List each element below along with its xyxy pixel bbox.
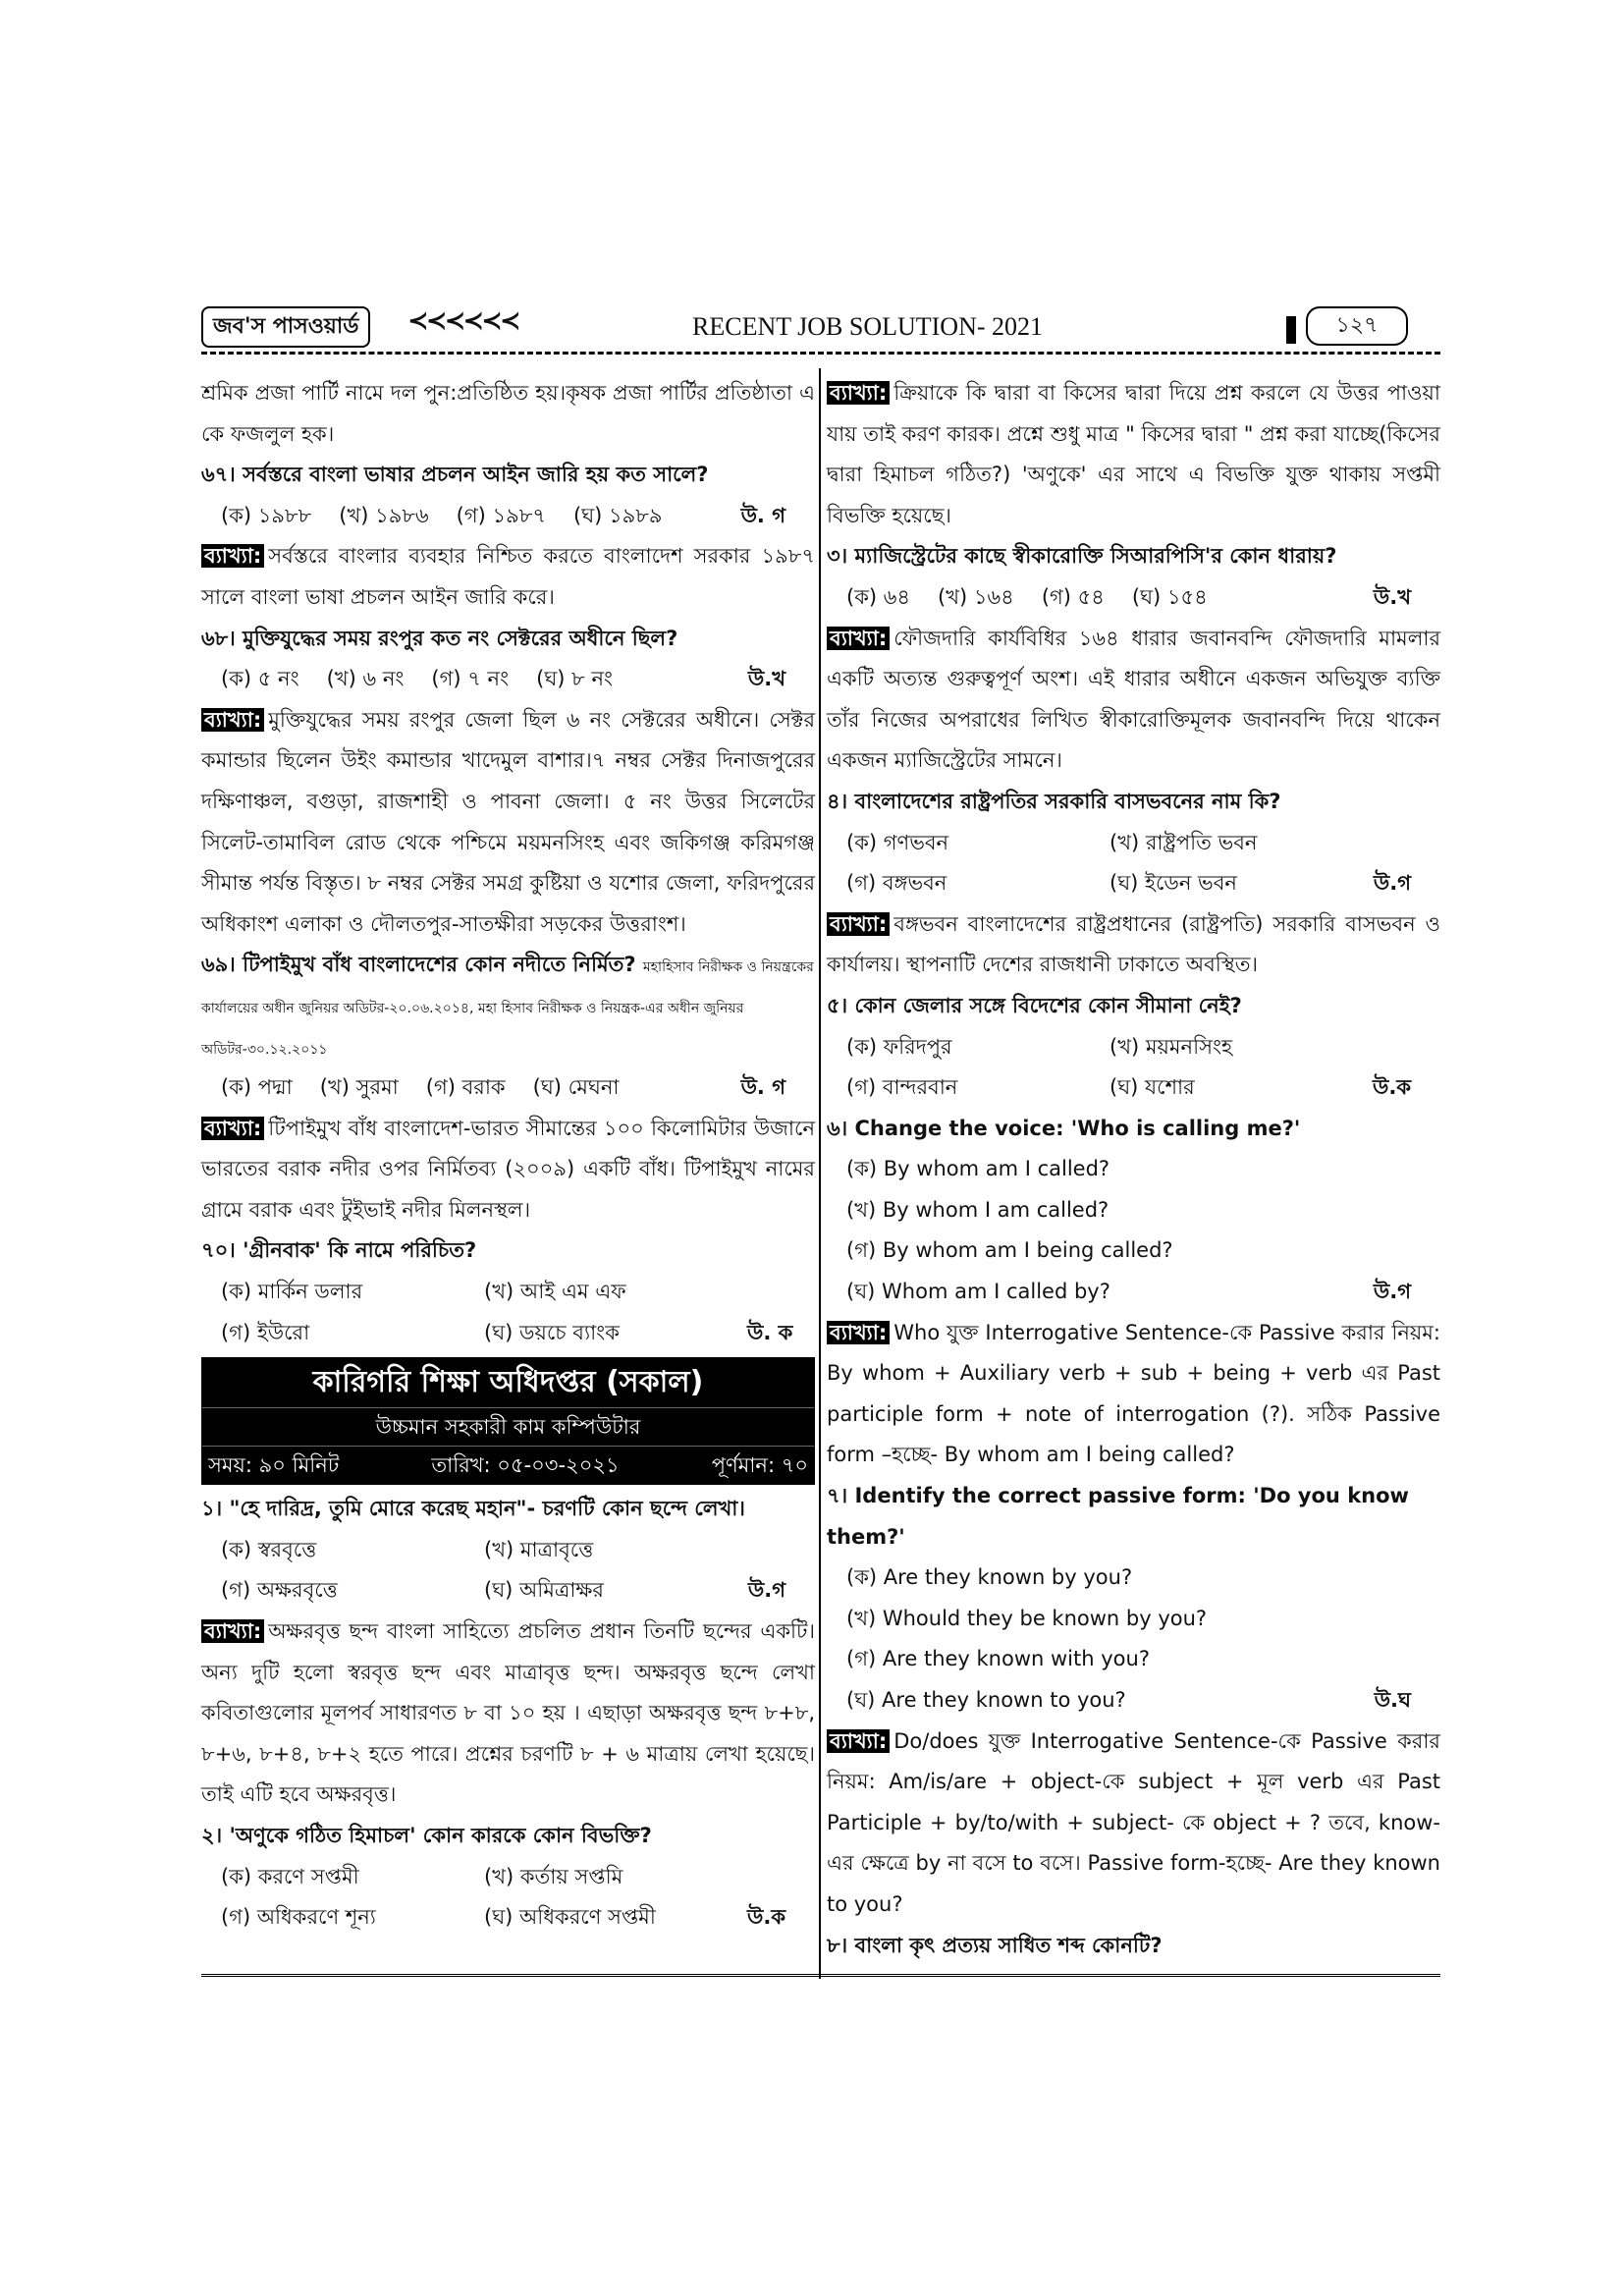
question-text: ২। 'অণুকে গঠিত হিমাচল' কোন কারকে কোন বিভক্তি? bbox=[201, 1824, 652, 1847]
option: (গ) অক্ষরবৃত্তে bbox=[221, 1578, 338, 1603]
answer: উ.গ bbox=[747, 1578, 785, 1603]
explanation-tag: ব্যাখ্যা: bbox=[201, 1619, 264, 1643]
options-row bbox=[827, 1149, 1440, 1190]
explanation bbox=[201, 1612, 815, 1816]
exam-title: কারিগরি শিক্ষা অধিদপ্তর (সকাল) bbox=[202, 1358, 814, 1408]
option: (খ) ময়মনসিংহ bbox=[1110, 1034, 1233, 1059]
options-row bbox=[201, 1272, 815, 1313]
option: (ক) স্বরবৃত্তে bbox=[221, 1537, 317, 1561]
brand-label: জব'স পাসওয়ার্ড bbox=[201, 306, 370, 348]
options-row bbox=[827, 1027, 1440, 1068]
options-row bbox=[827, 1558, 1440, 1599]
explanation-text: সর্বস্তরে বাংলার ব্যবহার নিশ্চিত করতে বাংলাদেশ সরকার ১৯৮৭ সালে বাংলা ভাষা প্রচলন আইন জারি করে। bbox=[201, 544, 815, 609]
options-row bbox=[201, 1313, 815, 1354]
explanation-text: বঙ্গভবন বাংলাদেশের রাষ্ট্রপ্রধানের (রাষ্ট্রপতি) সরকারি বাসভবন ও কার্যালয়। স্থাপনাটি দেশের রাজধানী ঢাকাতে অবস্থিত। bbox=[827, 911, 1440, 977]
option: (খ) ৬ নং bbox=[326, 667, 405, 691]
options-row bbox=[827, 577, 1440, 619]
right-column bbox=[827, 373, 1440, 1966]
answer: উ.ক bbox=[1373, 1075, 1412, 1100]
option: (গ) ৭ নং bbox=[431, 667, 510, 691]
decorative-ornament-icon: ≺≺≺≺≺≺ bbox=[407, 306, 518, 336]
option: (খ) ১৬৪ bbox=[938, 584, 1014, 609]
options-row bbox=[827, 823, 1440, 864]
exam-post: উচ্চমান সহকারী কাম কম্পিউটার bbox=[202, 1408, 814, 1447]
options-row bbox=[201, 1857, 815, 1898]
question bbox=[201, 1230, 815, 1272]
answer: উ. গ bbox=[740, 503, 785, 527]
question bbox=[201, 1489, 815, 1530]
explanation-text: Who যুক্ত Interrogative Sentence-কে Passive করার নিয়ম: By whom + Auxiliary verb + sub + being + verb এর Past participle form + note of interrogation (?). সঠিক Passive form –হচ্ছে- By whom am I being called? bbox=[827, 1320, 1440, 1467]
answer: উ.গ bbox=[1373, 871, 1411, 896]
explanation-tag: ব্যাখ্যা: bbox=[827, 627, 890, 650]
explanation-text: ফৌজদারি কার্যবিধির ১৬৪ ধারার জবানবন্দি ফৌজদারি মামলার একটি অত্যন্ত গুরুত্বপূর্ণ অংশ। এই ধারার অধীনে একজন অভিযুক্ত ব্যক্তি তাঁর নিজের অপরাধের লিখিত স্বীকারোক্তিমূলক জবানবন্দি দিয়ে থাকেন একজন ম্যাজিস্ট্রেটের সামনে। bbox=[827, 626, 1440, 773]
question bbox=[827, 1109, 1440, 1150]
options-row bbox=[201, 1570, 815, 1612]
option: (ক) গণভবন bbox=[846, 830, 949, 854]
question-text: ৭০। 'গ্রীনবাক' কি নামে পরিচিত? bbox=[201, 1238, 477, 1263]
answer: উ.খ bbox=[1373, 584, 1411, 609]
explanation-tag: ব্যাখ্যা: bbox=[201, 1117, 264, 1140]
options-row bbox=[827, 1272, 1440, 1313]
options-row bbox=[201, 1897, 815, 1939]
option: (ঘ) ডয়চে ব্যাংক bbox=[484, 1320, 620, 1344]
option: (ঘ) মেঘনা bbox=[532, 1075, 620, 1100]
option: (খ) আই এম এফ bbox=[484, 1280, 626, 1304]
question-text: ৬৭। সর্বস্তরে বাংলা ভাষার প্রচলন আইন জারি হয় কত সালে? bbox=[201, 463, 709, 487]
option: (খ) রাষ্ট্রপতি ভবন bbox=[1110, 830, 1258, 854]
exam-marks: পূর্ণমান: ৭০ bbox=[711, 1453, 808, 1478]
option: (খ) By whom I am called? bbox=[846, 1197, 1110, 1222]
options-row bbox=[827, 1680, 1440, 1722]
explanation-text: টিপাইমুখ বাঁধ বাংলাদেশ-ভারত সীমান্তের ১০০ কিলোমিটার উজানে ভারতের বরাক নদীর ওপর নির্মিতব্য (২০০৯) একটি বাঁধ। টিপাইমুখ নামের গ্রামে বরাক এবং টুইভাই নদীর মিলনস্থল। bbox=[201, 1116, 815, 1222]
question-text: ৬। Change the voice: 'Who is calling me?' bbox=[827, 1116, 1301, 1140]
explanation bbox=[201, 536, 815, 618]
explanation bbox=[827, 1313, 1440, 1476]
question bbox=[201, 945, 815, 1067]
question bbox=[827, 782, 1440, 823]
answer: উ.গ bbox=[1373, 1280, 1411, 1304]
option: (গ) বরাক bbox=[425, 1075, 506, 1100]
option: (ঘ) Whom am I called by? bbox=[846, 1280, 1110, 1304]
question bbox=[827, 1476, 1440, 1558]
option: (ক) পদ্মা bbox=[221, 1075, 293, 1100]
explanation-tag: ব্যাখ্যা: bbox=[201, 708, 264, 732]
option: (গ) ৫৪ bbox=[1041, 584, 1105, 609]
option: (গ) বঙ্গভবন bbox=[846, 871, 947, 896]
exam-date: তারিখ: ০৫-০৩-২০২১ bbox=[431, 1453, 620, 1478]
option: (ক) করণে সপ্তমী bbox=[221, 1864, 359, 1888]
answer: উ.ক bbox=[747, 1905, 786, 1930]
question-text: ৬৯। টিপাইমুখ বাঁধ বাংলাদেশের কোন নদীতে নির্মিত? bbox=[201, 953, 636, 977]
explanation bbox=[827, 904, 1440, 986]
question bbox=[827, 1926, 1440, 1967]
question bbox=[827, 986, 1440, 1027]
explanation bbox=[201, 700, 815, 946]
answer: উ.খ bbox=[747, 667, 785, 691]
option: (ঘ) ৮ নং bbox=[536, 667, 614, 691]
options-row bbox=[201, 659, 815, 700]
options-row bbox=[201, 1067, 815, 1109]
option: (ক) মার্কিন ডলার bbox=[221, 1280, 363, 1304]
option: (ক) By whom am I called? bbox=[846, 1157, 1110, 1181]
explanation-tag: ব্যাখ্যা: bbox=[827, 1321, 890, 1344]
option: (ঘ) যশোর bbox=[1110, 1075, 1195, 1100]
option: (খ) সুরমা bbox=[319, 1075, 399, 1100]
explanation bbox=[827, 619, 1440, 782]
exam-meta bbox=[202, 1447, 814, 1484]
explanation bbox=[827, 1722, 1440, 1926]
explanation-tag: ব্যাখ্যা: bbox=[827, 912, 890, 936]
paragraph: শ্রমিক প্রজা পার্টি নামে দল পুন:প্রতিষ্ঠিত হয়।কৃষক প্রজা পার্টির প্রতিষ্ঠাতা এ কে ফজলুল হক। bbox=[201, 381, 815, 446]
option: (খ) ১৯৮৬ bbox=[339, 503, 429, 527]
option: (গ) অধিকরণে শূন্য bbox=[221, 1905, 376, 1930]
question-text: ৭। Identify the correct passive form: 'Do you know them?' bbox=[827, 1484, 1409, 1549]
header-title: RECENT JOB SOLUTION- 2021 bbox=[692, 312, 1044, 341]
option: (ক) ৫ নং bbox=[221, 667, 299, 691]
explanation-text: Do/does যুক্ত Interrogative Sentence-কে Passive করার নিয়ম: Am/is/are + object-কে subject + মূল verb এর Past Participle + by/to/with + subject- কে object + ? তবে, know- এর ক্ষেত্রে by না বসে to বসে। Passive form-হচ্ছে- Are they known to you? bbox=[827, 1728, 1440, 1916]
options-row bbox=[827, 1639, 1440, 1680]
footer-divider bbox=[201, 1974, 1440, 1977]
explanation bbox=[201, 1109, 815, 1231]
question bbox=[827, 536, 1440, 577]
options-row bbox=[827, 863, 1440, 904]
option: (ক) Are they known by you? bbox=[846, 1565, 1133, 1590]
options-row bbox=[827, 1599, 1440, 1640]
options-row bbox=[201, 496, 815, 537]
question bbox=[201, 1816, 815, 1857]
explanation-text: ক্রিয়াকে কি দ্বারা বা কিসের দ্বারা দিয়ে প্রশ্ন করলে যে উত্তর পাওয়া যায় তাই করণ কারক। প্রশ্নে শুধু মাত্র " কিসের দ্বারা " প্রশ্ন করা যাচ্ছে(কিসের দ্বারা হিমাচল গঠিত?) 'অণুকে' এর সাথে এ বিভক্তি যুক্ত থাকায় সপ্তমী বিভক্তি হয়েছে। bbox=[827, 381, 1440, 527]
question-source: মহাহিসাব নিরীক্ষক ও নিয়ন্ত্রকের কার্যালয়ের অধীন জুনিয়র অডিটর-২০.০৬.২০১৪, মহা হিসাব নিরীক্ষক ও নিয়ন্ত্রক-এর অধীন জুনিয়র অডিটর-৩০.১২.২০১১ bbox=[201, 959, 814, 1058]
explanation bbox=[827, 373, 1440, 536]
option: (গ) বান্দরবান bbox=[846, 1075, 958, 1100]
question-text: ৩। ম্যাজিস্ট্রেটের কাছে স্বীকারোক্তি সিআরপিসি'র কোন ধারায়? bbox=[827, 544, 1337, 569]
explanation-tag: ব্যাখ্যা: bbox=[827, 381, 890, 405]
option: (গ) Are they known with you? bbox=[846, 1647, 1150, 1671]
option: (খ) Whould they be known by you? bbox=[846, 1606, 1208, 1630]
option: (ঘ) ১৫৪ bbox=[1131, 584, 1208, 609]
option: (খ) মাত্রাবৃত্তে bbox=[484, 1537, 594, 1561]
options-row bbox=[201, 1530, 815, 1571]
header-bar bbox=[1286, 316, 1296, 344]
option: (ঘ) অধিকরণে সপ্তমী bbox=[484, 1905, 656, 1930]
option: (খ) কর্তায় সপ্তমি bbox=[484, 1864, 623, 1888]
page-number: ১২৭ bbox=[1306, 306, 1408, 346]
question-text: ৫। কোন জেলার সঙ্গে বিদেশের কোন সীমানা নেই? bbox=[827, 993, 1242, 1017]
exam-time: সময়: ৯০ মিনিট bbox=[208, 1453, 340, 1478]
explanation-text: অক্ষরবৃত্ত ছন্দ বাংলা সাহিত্যে প্রচলিত প্রধান তিনটি ছন্দের একটি। অন্য দুটি হলো স্বরবৃত্ত ছন্দ এবং মাত্রাবৃত্ত ছন্দ। অক্ষরবৃত্ত ছন্দে লেখা কবিতাগুলোর মূলপর্ব সাধারণত ৮ বা ১০ হয় । এছাড়া অক্ষরবৃত্ত ছন্দ ৮+৮, ৮+৬, ৮+৪, ৮+২ হতে পারে। প্রশ্নের চরণটি ৮ + ৬ মাত্রায় লেখা হয়েছে। তাই এটি হবে অক্ষরবৃত্ত। bbox=[201, 1619, 815, 1807]
answer: উ.ঘ bbox=[1374, 1688, 1411, 1712]
option: (গ) By whom am I being called? bbox=[846, 1238, 1173, 1263]
option: (ঘ) ইডেন ভবন bbox=[1110, 871, 1237, 896]
left-column bbox=[201, 373, 815, 1939]
exam-header-box bbox=[201, 1357, 815, 1485]
question-text: ১। "হে দারিদ্র, তুমি মোরে করেছ মহান"- চরণটি কোন ছন্দে লেখা। bbox=[201, 1497, 745, 1521]
options-row bbox=[827, 1230, 1440, 1272]
answer: উ. ক bbox=[747, 1320, 793, 1344]
column-divider bbox=[819, 368, 821, 1979]
explanation-tag: ব্যাখ্যা: bbox=[201, 544, 264, 568]
options-row bbox=[827, 1067, 1440, 1109]
option: (ঘ) অমিত্রাক্ষর bbox=[484, 1578, 604, 1603]
option: (ক) ফরিদপুর bbox=[846, 1034, 952, 1059]
question-text: ৪। বাংলাদেশের রাষ্ট্রপতির সরকারি বাসভবনের নাম কি? bbox=[827, 789, 1281, 813]
option: (গ) ১৯৮৭ bbox=[456, 503, 547, 527]
option: (ক) ১৯৮৮ bbox=[221, 503, 312, 527]
question-text: ৬৮। মুক্তিযুদ্ধের সময় রংপুর কত নং সেক্টরের অধীনে ছিল? bbox=[201, 626, 678, 650]
answer: উ. গ bbox=[740, 1075, 785, 1100]
option: (ঘ) ১৯৮৯ bbox=[573, 503, 663, 527]
option: (গ) ইউরো bbox=[221, 1320, 310, 1344]
explanation-tag: ব্যাখ্যা: bbox=[827, 1729, 890, 1753]
option: (ক) ৬৪ bbox=[846, 584, 911, 609]
question bbox=[201, 619, 815, 660]
question bbox=[201, 455, 815, 496]
options-row bbox=[827, 1190, 1440, 1231]
header-divider bbox=[201, 352, 1440, 355]
question-text: ৮। বাংলা কৃৎ প্রত্যয় সাধিত শব্দ কোনটি? bbox=[827, 1933, 1163, 1957]
page-header bbox=[201, 302, 1440, 352]
option: (ঘ) Are they known to you? bbox=[846, 1688, 1126, 1712]
explanation-text: মুক্তিযুদ্ধের সময় রংপুর জেলা ছিল ৬ নং সেক্টরের অধীনে। সেক্টর কমান্ডার ছিলেন উইং কমান্ডার খাদেমুল বাশার।৭ নম্বর সেক্টর দিনাজপুরের দক্ষিণাঞ্চল, বগুড়া, রাজশাহী ও পাবনা জেলা। ৫ নং উত্তর সিলেটের সিলেট-তামাবিল রোড থেকে পশ্চিমে ময়মনসিংহ এবং জকিগঞ্জ করিমগঞ্জ সীমান্ত পর্যন্ত বিস্তৃত। ৮ নম্বর সেক্টর সমগ্র কুষ্টিয়া ও যশোর জেলা, ফরিদপুরের অধিকাংশ এলাকা ও দৌলতপুর-সাতক্ষীরা সড়কের উত্তরাংশ। bbox=[201, 707, 815, 936]
